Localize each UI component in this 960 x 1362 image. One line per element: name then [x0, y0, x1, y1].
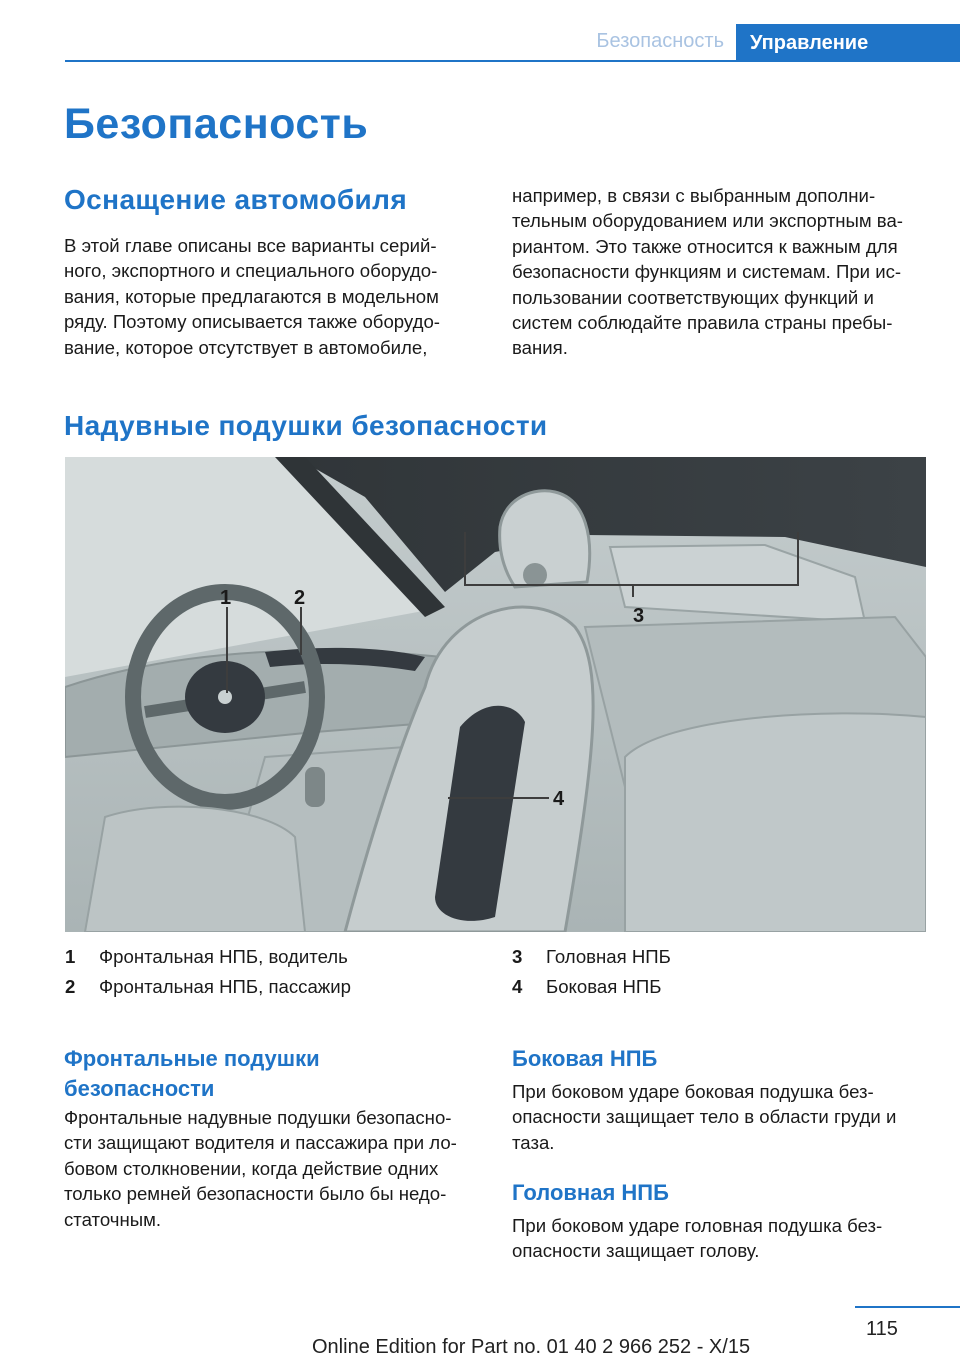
- callout-1: 1: [220, 587, 232, 609]
- head-airbag-heading: Головная НПБ: [512, 1180, 669, 1205]
- text-line: вания, которые предлагаются в модельном: [64, 285, 439, 307]
- callout-4: 4: [553, 788, 565, 810]
- equipment-text-left: [64, 233, 440, 360]
- text-line: сти защищают водителя и пассажира при ло-: [64, 1132, 457, 1154]
- text-line: таза.: [512, 1131, 555, 1153]
- text-line: тельным оборудованием или экспортным ва-: [512, 210, 903, 232]
- header-chapter-tab[interactable]: Управление: [736, 24, 960, 62]
- page-header: [65, 0, 960, 62]
- legend-number: 4: [512, 976, 523, 997]
- page-title: Безопасность: [64, 100, 369, 148]
- legend-text: Боковая НПБ: [546, 976, 662, 997]
- airbag-locations-illustration: [65, 457, 926, 932]
- text-line: риантом. Это также относится к важным для: [512, 235, 898, 257]
- header-rule: [65, 60, 960, 62]
- text-line: безопасности функциям и системам. При ис-: [512, 261, 902, 283]
- legend-text: Фронтальная НПБ, водитель: [99, 946, 348, 967]
- text-line: опасности защищает тело в области груди и: [512, 1106, 897, 1128]
- legend-text: Фронтальная НПБ, пассажир: [99, 976, 351, 997]
- legend-text: Головная НПБ: [546, 946, 671, 967]
- text-line: ного, экспортного и специального оборудо-: [64, 260, 438, 282]
- legend-number: 2: [65, 976, 76, 997]
- head-airbag-text: [512, 1213, 882, 1264]
- footer-rule: [855, 1306, 960, 1308]
- text-line: ряду. Поэтому описывается также оборудо-: [64, 311, 440, 333]
- text-line: пользовании соответствующих функций и: [512, 286, 874, 308]
- text-line: При боковом ударе боковая подушка без-: [512, 1081, 874, 1102]
- edition-note: Online Edition for Part no. 01 40 2 966 252 - X/15: [312, 1336, 751, 1358]
- front-airbags-heading: [64, 1044, 320, 1104]
- heading-line: Фронтальные подушки: [64, 1046, 320, 1071]
- text-line: например, в связи с выбранным дополни-: [512, 185, 876, 206]
- page-number: 115: [866, 1318, 898, 1340]
- text-line: статочным.: [64, 1208, 162, 1230]
- text-line: вание, которое отсутствует в автомобиле,: [64, 336, 428, 358]
- equipment-text-right: [512, 183, 903, 361]
- text-line: Фронтальные надувные подушки безопасно-: [64, 1107, 452, 1128]
- text-line: бовом столкновении, когда действие одних: [64, 1157, 439, 1179]
- header-section-label: Безопасность: [596, 30, 724, 52]
- airbags-heading: Надувные подушки безопасности: [64, 410, 548, 441]
- legend-number: 3: [512, 946, 523, 967]
- text-line: В этой главе описаны все варианты серий-: [64, 235, 437, 256]
- callout-2: 2: [294, 587, 306, 609]
- callout-3: 3: [633, 605, 645, 627]
- side-airbag-text: [512, 1079, 896, 1155]
- text-line: При боковом ударе головная подушка без-: [512, 1215, 883, 1236]
- equipment-heading: Оснащение автомобиля: [64, 184, 408, 215]
- text-line: систем соблюдайте правила страны пребы-: [512, 312, 893, 334]
- text-line: опасности защищает голову.: [512, 1240, 760, 1262]
- heading-line: безопасности: [64, 1076, 215, 1101]
- front-airbags-text: [64, 1105, 457, 1232]
- text-line: только ремней безопасности было бы недо-: [64, 1183, 447, 1205]
- text-line: вания.: [512, 337, 568, 359]
- legend-number: 1: [65, 946, 76, 967]
- side-airbag-heading: Боковая НПБ: [512, 1046, 658, 1071]
